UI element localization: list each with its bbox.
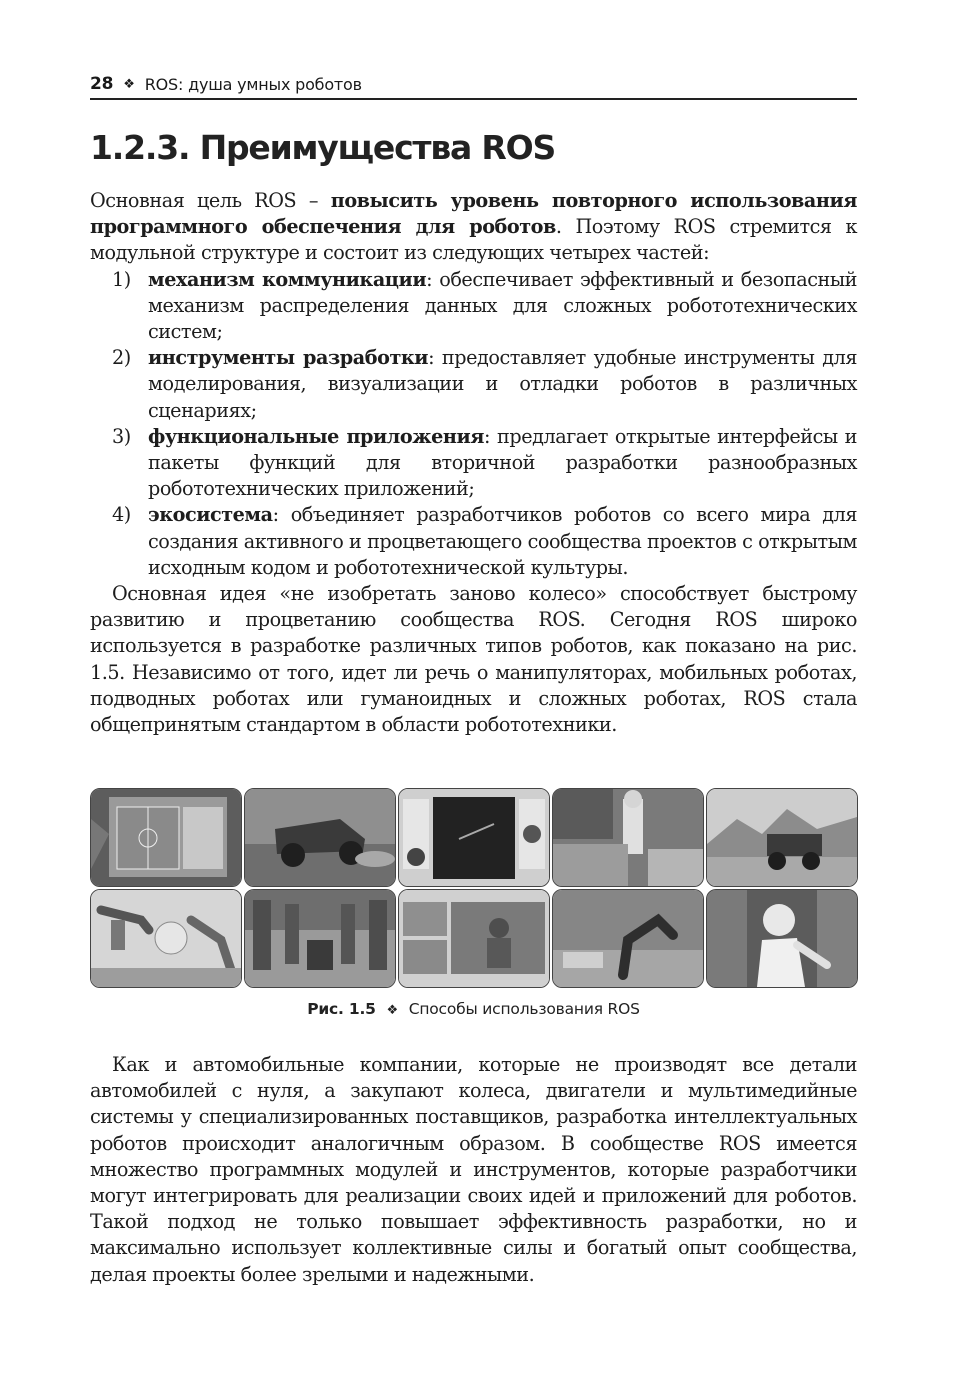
photo-space-humanoid	[706, 889, 858, 988]
idea-paragraph: Основная идея «не изобретать заново колесо» способствует быстрому развитию и процветанию сообщества ROS. Сегодня ROS широко используется в разработке различных типов роботов, как показано на рис. 1.5. Независимо от того, идет ли речь о манипуляторах, мобильных роботах, подводных роботах или гуманоидных и сложных роботах, ROS стала общепринятым стандартом в области робототехники.	[90, 582, 857, 737]
section-title: 1.2.3. Преимущества ROS	[90, 128, 556, 167]
intro-bold: повысить уровень повторного использования программного обеспечения для роботов	[90, 189, 858, 239]
parts-list	[90, 267, 857, 581]
photo-humanoid-arms	[90, 889, 242, 988]
ornament-icon: ❖	[386, 1003, 398, 1018]
list-term: механизм коммуникации	[148, 267, 427, 291]
page-number: 28	[90, 74, 114, 94]
figure-ros-uses	[90, 788, 857, 988]
photo-teleconference-software	[398, 889, 550, 988]
header-rule	[90, 98, 857, 100]
list-marker: 1)	[112, 267, 131, 291]
figure-label: Рис. 1.5	[307, 1000, 376, 1018]
list-item	[90, 345, 857, 424]
list-item	[90, 424, 857, 503]
ornament-icon: ❖	[123, 76, 135, 92]
photo-vision-software	[398, 788, 550, 887]
list-text: : предоставляет удобные инструменты для моделирования, визуализации и отладки роботов в различных сценариях;	[148, 346, 857, 422]
photo-warehouse-robots	[244, 889, 396, 988]
running-head	[90, 70, 857, 98]
list-marker: 3)	[112, 424, 131, 448]
list-item	[90, 267, 857, 346]
list-text: : обеспечивает эффективный и безопасный механизм распределения данных для сложных робототехнических систем;	[148, 267, 857, 344]
list-text: : объединяет разработчиков роботов со всего мира для создания активного и процветающего сообщества проектов с открытым исходным кодом и робототехнической культуры.	[148, 503, 857, 579]
list-marker: 4)	[112, 503, 131, 527]
figure-caption-text: Способы использования ROS	[408, 1000, 640, 1018]
intro-paragraph	[90, 188, 857, 267]
list-term: экосистема	[148, 503, 273, 527]
final-paragraph: Как и автомобильные компании, которые не производят все детали автомобилей с нуля, а закупают колеса, двигатели и мультимедийные системы у специализированных поставщиков, разработка интеллектуальных роботов происходит аналогичным образом. В сообществе ROS имеется множество программных модулей и инструментов, которые разработчики могут интегрировать для реализации своих идей и приложений для роботов. Такой подход не только повышает эффективность разработки, но и максимально использует коллективные силы и богатый опыт сообщества, делая проекты более зрелыми и надежными.	[90, 1053, 857, 1286]
book-page	[90, 0, 857, 1388]
photo-rover-desert	[706, 788, 858, 887]
intro-text-after: . Поэтому ROS стремится к модульной структуре и состоит из следующих четырех частей:	[90, 215, 857, 265]
list-term: инструменты разработки	[148, 346, 429, 370]
body-text-top	[90, 188, 857, 738]
body-text-bottom	[90, 1052, 857, 1288]
intro-text-before: Основная цель ROS –	[90, 189, 331, 212]
list-term: функциональные приложения	[148, 424, 485, 448]
list-item	[90, 502, 857, 581]
book-title: ROS: душа умных роботов	[144, 74, 362, 94]
photo-off-road-vehicle	[244, 788, 396, 887]
list-text: : предлагает открытые интерфейсы и пакеты функций для вторичной разработки разнообразных робототехнических приложений;	[148, 424, 858, 501]
figure-caption	[90, 1000, 857, 1018]
list-marker: 2)	[112, 346, 131, 370]
photo-lab-manipulator	[552, 788, 704, 887]
photo-simulator-screenshot	[90, 788, 242, 887]
photo-industrial-arm	[552, 889, 704, 988]
